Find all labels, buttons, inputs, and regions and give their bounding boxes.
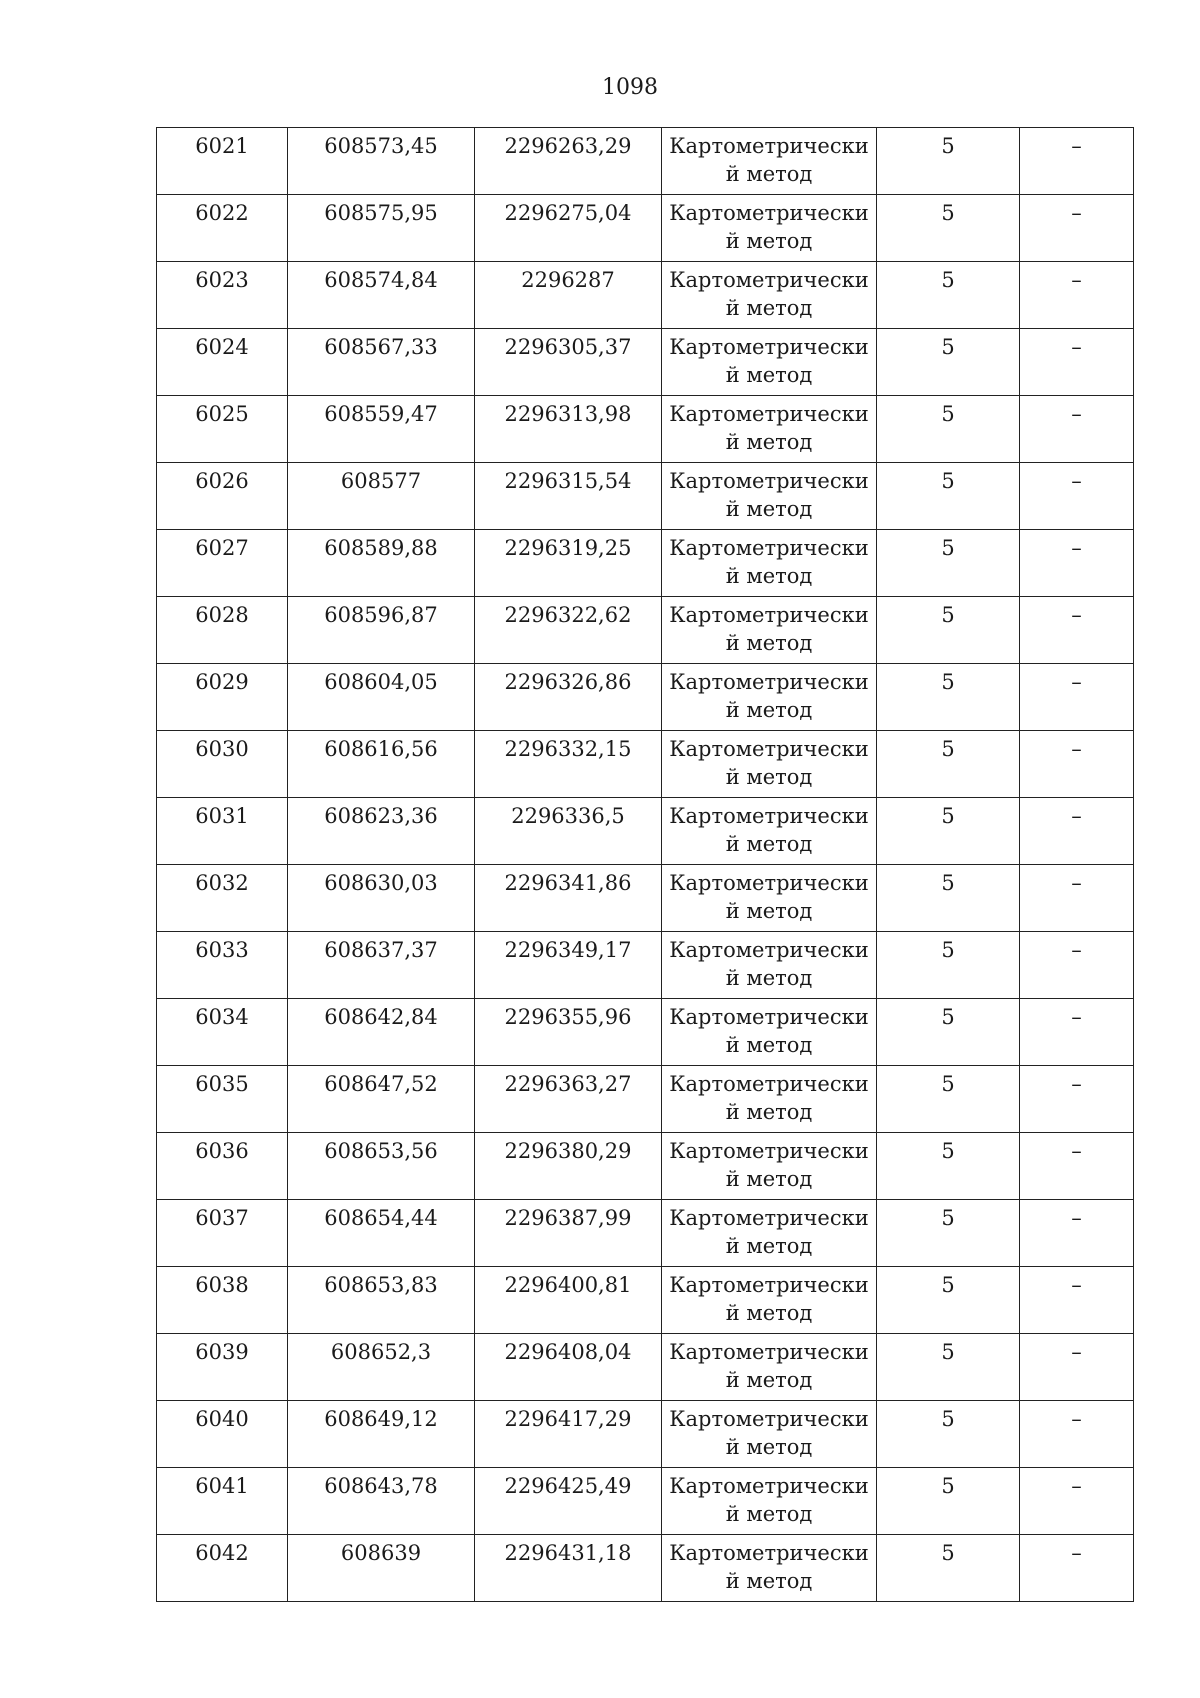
- note-cell: –: [1020, 1468, 1134, 1535]
- method-cell: [662, 1200, 877, 1267]
- y-coordinate-cell: 2296313,98: [475, 396, 662, 463]
- y-coordinate-cell: 2296349,17: [475, 932, 662, 999]
- method-cell: [662, 396, 877, 463]
- x-coordinate-cell: 608596,87: [288, 597, 475, 664]
- accuracy-cell: 5: [877, 1334, 1020, 1401]
- y-coordinate-cell: 2296332,15: [475, 731, 662, 798]
- note-cell: –: [1020, 1334, 1134, 1401]
- method-text-line-2: й метод: [725, 1167, 813, 1191]
- note-cell: –: [1020, 195, 1134, 262]
- table-row: [157, 530, 1134, 597]
- x-coordinate-cell: 608647,52: [288, 1066, 475, 1133]
- table-row: [157, 396, 1134, 463]
- table-row: [157, 1334, 1134, 1401]
- method-text-line-2: й метод: [725, 899, 813, 923]
- y-coordinate-cell: 2296287: [475, 262, 662, 329]
- table-row: [157, 865, 1134, 932]
- method-cell: [662, 597, 877, 664]
- page-number: 1098: [602, 75, 658, 100]
- table-row: [157, 999, 1134, 1066]
- method-cell: [662, 865, 877, 932]
- accuracy-cell: 5: [877, 932, 1020, 999]
- accuracy-cell: 5: [877, 329, 1020, 396]
- method-text-line-1: Картометрически: [669, 603, 869, 627]
- x-coordinate-cell: 608623,36: [288, 798, 475, 865]
- note-cell: –: [1020, 999, 1134, 1066]
- method-text-line-1: Картометрически: [669, 536, 869, 560]
- method-cell: [662, 195, 877, 262]
- accuracy-cell: 5: [877, 731, 1020, 798]
- method-text-line-1: Картометрически: [669, 1072, 869, 1096]
- method-text-line-2: й метод: [725, 430, 813, 454]
- accuracy-cell: 5: [877, 1133, 1020, 1200]
- y-coordinate-cell: 2296425,49: [475, 1468, 662, 1535]
- x-coordinate-cell: 608643,78: [288, 1468, 475, 1535]
- point-number-cell: 6034: [157, 999, 288, 1066]
- note-cell: –: [1020, 396, 1134, 463]
- method-text-line-2: й метод: [725, 1033, 813, 1057]
- point-number-cell: 6023: [157, 262, 288, 329]
- note-cell: –: [1020, 262, 1134, 329]
- method-text-line-1: Картометрически: [669, 871, 869, 895]
- note-cell: –: [1020, 1535, 1134, 1602]
- method-cell: [662, 530, 877, 597]
- method-cell: [662, 1267, 877, 1334]
- method-cell: [662, 463, 877, 530]
- x-coordinate-cell: 608649,12: [288, 1401, 475, 1468]
- point-number-cell: 6039: [157, 1334, 288, 1401]
- point-number-cell: 6026: [157, 463, 288, 530]
- accuracy-cell: 5: [877, 664, 1020, 731]
- method-text-line-2: й метод: [725, 966, 813, 990]
- y-coordinate-cell: 2296319,25: [475, 530, 662, 597]
- note-cell: –: [1020, 664, 1134, 731]
- y-coordinate-cell: 2296355,96: [475, 999, 662, 1066]
- note-cell: –: [1020, 597, 1134, 664]
- accuracy-cell: 5: [877, 1200, 1020, 1267]
- note-cell: –: [1020, 1267, 1134, 1334]
- y-coordinate-cell: 2296400,81: [475, 1267, 662, 1334]
- method-text-line-1: Картометрически: [669, 1273, 869, 1297]
- method-cell: [662, 1401, 877, 1468]
- method-cell: [662, 798, 877, 865]
- method-text-line-2: й метод: [725, 765, 813, 789]
- point-number-cell: 6037: [157, 1200, 288, 1267]
- method-text-line-1: Картометрически: [669, 938, 869, 962]
- method-text-line-1: Картометрически: [669, 1340, 869, 1364]
- accuracy-cell: 5: [877, 128, 1020, 195]
- table-row: [157, 1066, 1134, 1133]
- y-coordinate-cell: 2296408,04: [475, 1334, 662, 1401]
- accuracy-cell: 5: [877, 597, 1020, 664]
- point-number-cell: 6031: [157, 798, 288, 865]
- accuracy-cell: 5: [877, 865, 1020, 932]
- table-row: [157, 329, 1134, 396]
- point-number-cell: 6021: [157, 128, 288, 195]
- method-text-line-2: й метод: [725, 363, 813, 387]
- x-coordinate-cell: 608616,56: [288, 731, 475, 798]
- point-number-cell: 6036: [157, 1133, 288, 1200]
- x-coordinate-cell: 608604,05: [288, 664, 475, 731]
- method-text-line-1: Картометрически: [669, 1407, 869, 1431]
- method-cell: [662, 932, 877, 999]
- method-text-line-1: Картометрически: [669, 1005, 869, 1029]
- y-coordinate-cell: 2296380,29: [475, 1133, 662, 1200]
- y-coordinate-cell: 2296315,54: [475, 463, 662, 530]
- note-cell: –: [1020, 932, 1134, 999]
- table-row: [157, 597, 1134, 664]
- y-coordinate-cell: 2296275,04: [475, 195, 662, 262]
- table-row: [157, 1133, 1134, 1200]
- table-row: [157, 195, 1134, 262]
- note-cell: –: [1020, 463, 1134, 530]
- method-cell: [662, 329, 877, 396]
- method-text-line-2: й метод: [725, 1100, 813, 1124]
- table-row: [157, 463, 1134, 530]
- x-coordinate-cell: 608559,47: [288, 396, 475, 463]
- x-coordinate-cell: 608642,84: [288, 999, 475, 1066]
- method-text-line-1: Картометрически: [669, 335, 869, 359]
- method-text-line-2: й метод: [725, 832, 813, 856]
- point-number-cell: 6042: [157, 1535, 288, 1602]
- y-coordinate-cell: 2296336,5: [475, 798, 662, 865]
- y-coordinate-cell: 2296387,99: [475, 1200, 662, 1267]
- point-number-cell: 6029: [157, 664, 288, 731]
- accuracy-cell: 5: [877, 1267, 1020, 1334]
- point-number-cell: 6024: [157, 329, 288, 396]
- accuracy-cell: 5: [877, 530, 1020, 597]
- note-cell: –: [1020, 798, 1134, 865]
- method-text-line-2: й метод: [725, 1435, 813, 1459]
- method-text-line-1: Картометрически: [669, 1139, 869, 1163]
- x-coordinate-cell: 608630,03: [288, 865, 475, 932]
- point-number-cell: 6035: [157, 1066, 288, 1133]
- point-number-cell: 6028: [157, 597, 288, 664]
- method-cell: [662, 1468, 877, 1535]
- note-cell: –: [1020, 530, 1134, 597]
- point-number-cell: 6022: [157, 195, 288, 262]
- table-row: [157, 1468, 1134, 1535]
- table-row: [157, 731, 1134, 798]
- coordinates-table: [156, 127, 1134, 1602]
- method-cell: [662, 1133, 877, 1200]
- y-coordinate-cell: 2296341,86: [475, 865, 662, 932]
- method-text-line-1: Картометрически: [669, 201, 869, 225]
- method-cell: [662, 1334, 877, 1401]
- table-row: [157, 932, 1134, 999]
- method-text-line-2: й метод: [725, 564, 813, 588]
- method-cell: [662, 262, 877, 329]
- x-coordinate-cell: 608567,33: [288, 329, 475, 396]
- method-text-line-1: Картометрически: [669, 469, 869, 493]
- note-cell: –: [1020, 329, 1134, 396]
- method-cell: [662, 1535, 877, 1602]
- method-text-line-1: Картометрически: [669, 134, 869, 158]
- x-coordinate-cell: 608589,88: [288, 530, 475, 597]
- accuracy-cell: 5: [877, 463, 1020, 530]
- point-number-cell: 6041: [157, 1468, 288, 1535]
- note-cell: –: [1020, 1066, 1134, 1133]
- point-number-cell: 6040: [157, 1401, 288, 1468]
- note-cell: –: [1020, 865, 1134, 932]
- method-text-line-2: й метод: [725, 1234, 813, 1258]
- method-text-line-2: й метод: [725, 1502, 813, 1526]
- method-cell: [662, 664, 877, 731]
- method-text-line-2: й метод: [725, 497, 813, 521]
- x-coordinate-cell: 608653,56: [288, 1133, 475, 1200]
- method-cell: [662, 731, 877, 798]
- accuracy-cell: 5: [877, 1535, 1020, 1602]
- accuracy-cell: 5: [877, 1401, 1020, 1468]
- method-text-line-2: й метод: [725, 1569, 813, 1593]
- point-number-cell: 6030: [157, 731, 288, 798]
- method-text-line-1: Картометрически: [669, 402, 869, 426]
- y-coordinate-cell: 2296417,29: [475, 1401, 662, 1468]
- x-coordinate-cell: 608577: [288, 463, 475, 530]
- x-coordinate-cell: 608574,84: [288, 262, 475, 329]
- point-number-cell: 6032: [157, 865, 288, 932]
- x-coordinate-cell: 608637,37: [288, 932, 475, 999]
- point-number-cell: 6025: [157, 396, 288, 463]
- method-text-line-2: й метод: [725, 229, 813, 253]
- y-coordinate-cell: 2296263,29: [475, 128, 662, 195]
- accuracy-cell: 5: [877, 262, 1020, 329]
- x-coordinate-cell: 608575,95: [288, 195, 475, 262]
- accuracy-cell: 5: [877, 1066, 1020, 1133]
- point-number-cell: 6033: [157, 932, 288, 999]
- method-text-line-1: Картометрически: [669, 1474, 869, 1498]
- x-coordinate-cell: 608639: [288, 1535, 475, 1602]
- table-row: [157, 664, 1134, 731]
- table-row: [157, 1267, 1134, 1334]
- table-row: [157, 1200, 1134, 1267]
- accuracy-cell: 5: [877, 798, 1020, 865]
- method-text-line-1: Картометрически: [669, 1206, 869, 1230]
- accuracy-cell: 5: [877, 999, 1020, 1066]
- method-text-line-1: Картометрически: [669, 804, 869, 828]
- x-coordinate-cell: 608573,45: [288, 128, 475, 195]
- method-text-line-2: й метод: [725, 296, 813, 320]
- method-text-line-2: й метод: [725, 631, 813, 655]
- table-row: [157, 1401, 1134, 1468]
- y-coordinate-cell: 2296322,62: [475, 597, 662, 664]
- y-coordinate-cell: 2296305,37: [475, 329, 662, 396]
- x-coordinate-cell: 608654,44: [288, 1200, 475, 1267]
- method-cell: [662, 128, 877, 195]
- accuracy-cell: 5: [877, 396, 1020, 463]
- table-row: [157, 128, 1134, 195]
- note-cell: –: [1020, 731, 1134, 798]
- note-cell: –: [1020, 128, 1134, 195]
- method-cell: [662, 1066, 877, 1133]
- method-text-line-2: й метод: [725, 162, 813, 186]
- y-coordinate-cell: 2296326,86: [475, 664, 662, 731]
- method-text-line-1: Картометрически: [669, 1541, 869, 1565]
- table-row: [157, 1535, 1134, 1602]
- table-row: [157, 798, 1134, 865]
- y-coordinate-cell: 2296363,27: [475, 1066, 662, 1133]
- method-text-line-1: Картометрически: [669, 268, 869, 292]
- method-text-line-2: й метод: [725, 1368, 813, 1392]
- method-text-line-1: Картометрически: [669, 670, 869, 694]
- point-number-cell: 6038: [157, 1267, 288, 1334]
- method-cell: [662, 999, 877, 1066]
- method-text-line-1: Картометрически: [669, 737, 869, 761]
- y-coordinate-cell: 2296431,18: [475, 1535, 662, 1602]
- accuracy-cell: 5: [877, 195, 1020, 262]
- table-body: [157, 128, 1134, 1602]
- x-coordinate-cell: 608652,3: [288, 1334, 475, 1401]
- note-cell: –: [1020, 1401, 1134, 1468]
- accuracy-cell: 5: [877, 1468, 1020, 1535]
- x-coordinate-cell: 608653,83: [288, 1267, 475, 1334]
- method-text-line-2: й метод: [725, 1301, 813, 1325]
- note-cell: –: [1020, 1200, 1134, 1267]
- note-cell: –: [1020, 1133, 1134, 1200]
- point-number-cell: 6027: [157, 530, 288, 597]
- method-text-line-2: й метод: [725, 698, 813, 722]
- table-row: [157, 262, 1134, 329]
